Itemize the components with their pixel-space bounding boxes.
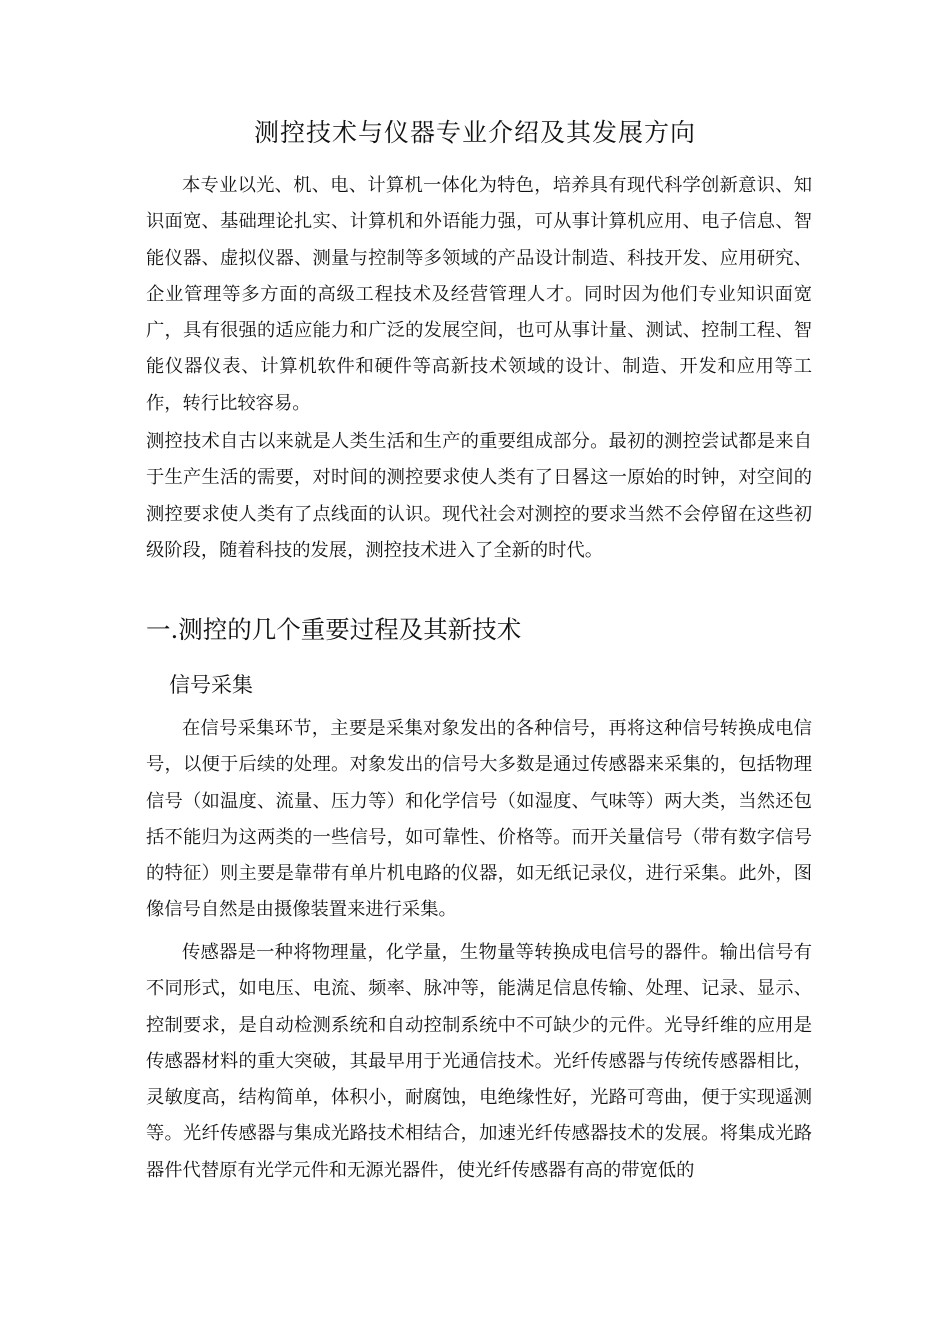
signal-paragraph: 在信号采集环节，主要是采集对象发出的各种信号，再将这种信号转换成电信号，以便于后续的处理。对象发出的信号大多数是通过传感器来采集的，包括物理信号（如温度、流量、压力等）和化学信号（如湿度、气味等）两大类，当然还包括不能归为这两类的一些信号，如可靠性、价格等。而开关量信号（带有数字信号的特征）则主要是靠带有单片机电路的仪器，如无纸记录仪，进行采集。此外，图像信号自然是由摄像装置来进行采集。 — [146, 718, 812, 921]
intro-paragraph: 本专业以光、机、电、计算机一体化为特色，培养具有现代科学创新意识、知识面宽、基础理论扎实、计算机和外语能力强，可从事计算机应用、电子信息、智能仪器、虚拟仪器、测量与控制等多领域的产品设计制造、科技开发、应用研究、企业管理等多方面的高级工程技术及经营管理人才。同时因为他们专业知识面宽广，具有很强的适应能力和广泛的发展空间，也可从事计量、测试、控制工程、智能仪器仪表、计算机软件和硬件等高新技术领域的设计、制造、开发和应用等工作，转行比较容易。 — [146, 175, 812, 414]
subsection-heading: 信号采集 — [169, 673, 253, 697]
history-paragraph: 测控技术自古以来就是人类生活和生产的重要组成部分。最初的测控尝试都是来自于生产生活的需要，对时间的测控要求使人类有了日晷这一原始的时钟，对空间的测控要求使人类有了点线面的认识。现代社会对测控的要求当然不会停留在这些初级阶段，随着科技的发展，测控技术进入了全新的时代。 — [146, 431, 812, 561]
document-title: 测控技术与仪器专业介绍及其发展方向 — [253, 118, 696, 147]
section-heading: 一.测控的几个重要过程及其新技术 — [146, 615, 522, 644]
sensor-paragraph: 传感器是一种将物理量，化学量，生物量等转换成电信号的器件。输出信号有不同形式，如电压、电流、频率、脉冲等，能满足信息传输、处理、记录、显示、控制要求，是自动检测系统和自动控制系统中不可缺少的元件。光导纤维的应用是传感器材料的重大突破，其最早用于光通信技术。光纤传感器与传统传感器相比，灵敏度高，结构简单，体积小，耐腐蚀，电绝缘性好，光路可弯曲，便于实现遥测等。光纤传感器与集成光路技术相结合，加速光纤传感器技术的发展。将集成光路器件代替原有光学元件和无源光器件，使光纤传感器有高的带宽低的 — [146, 942, 812, 1181]
